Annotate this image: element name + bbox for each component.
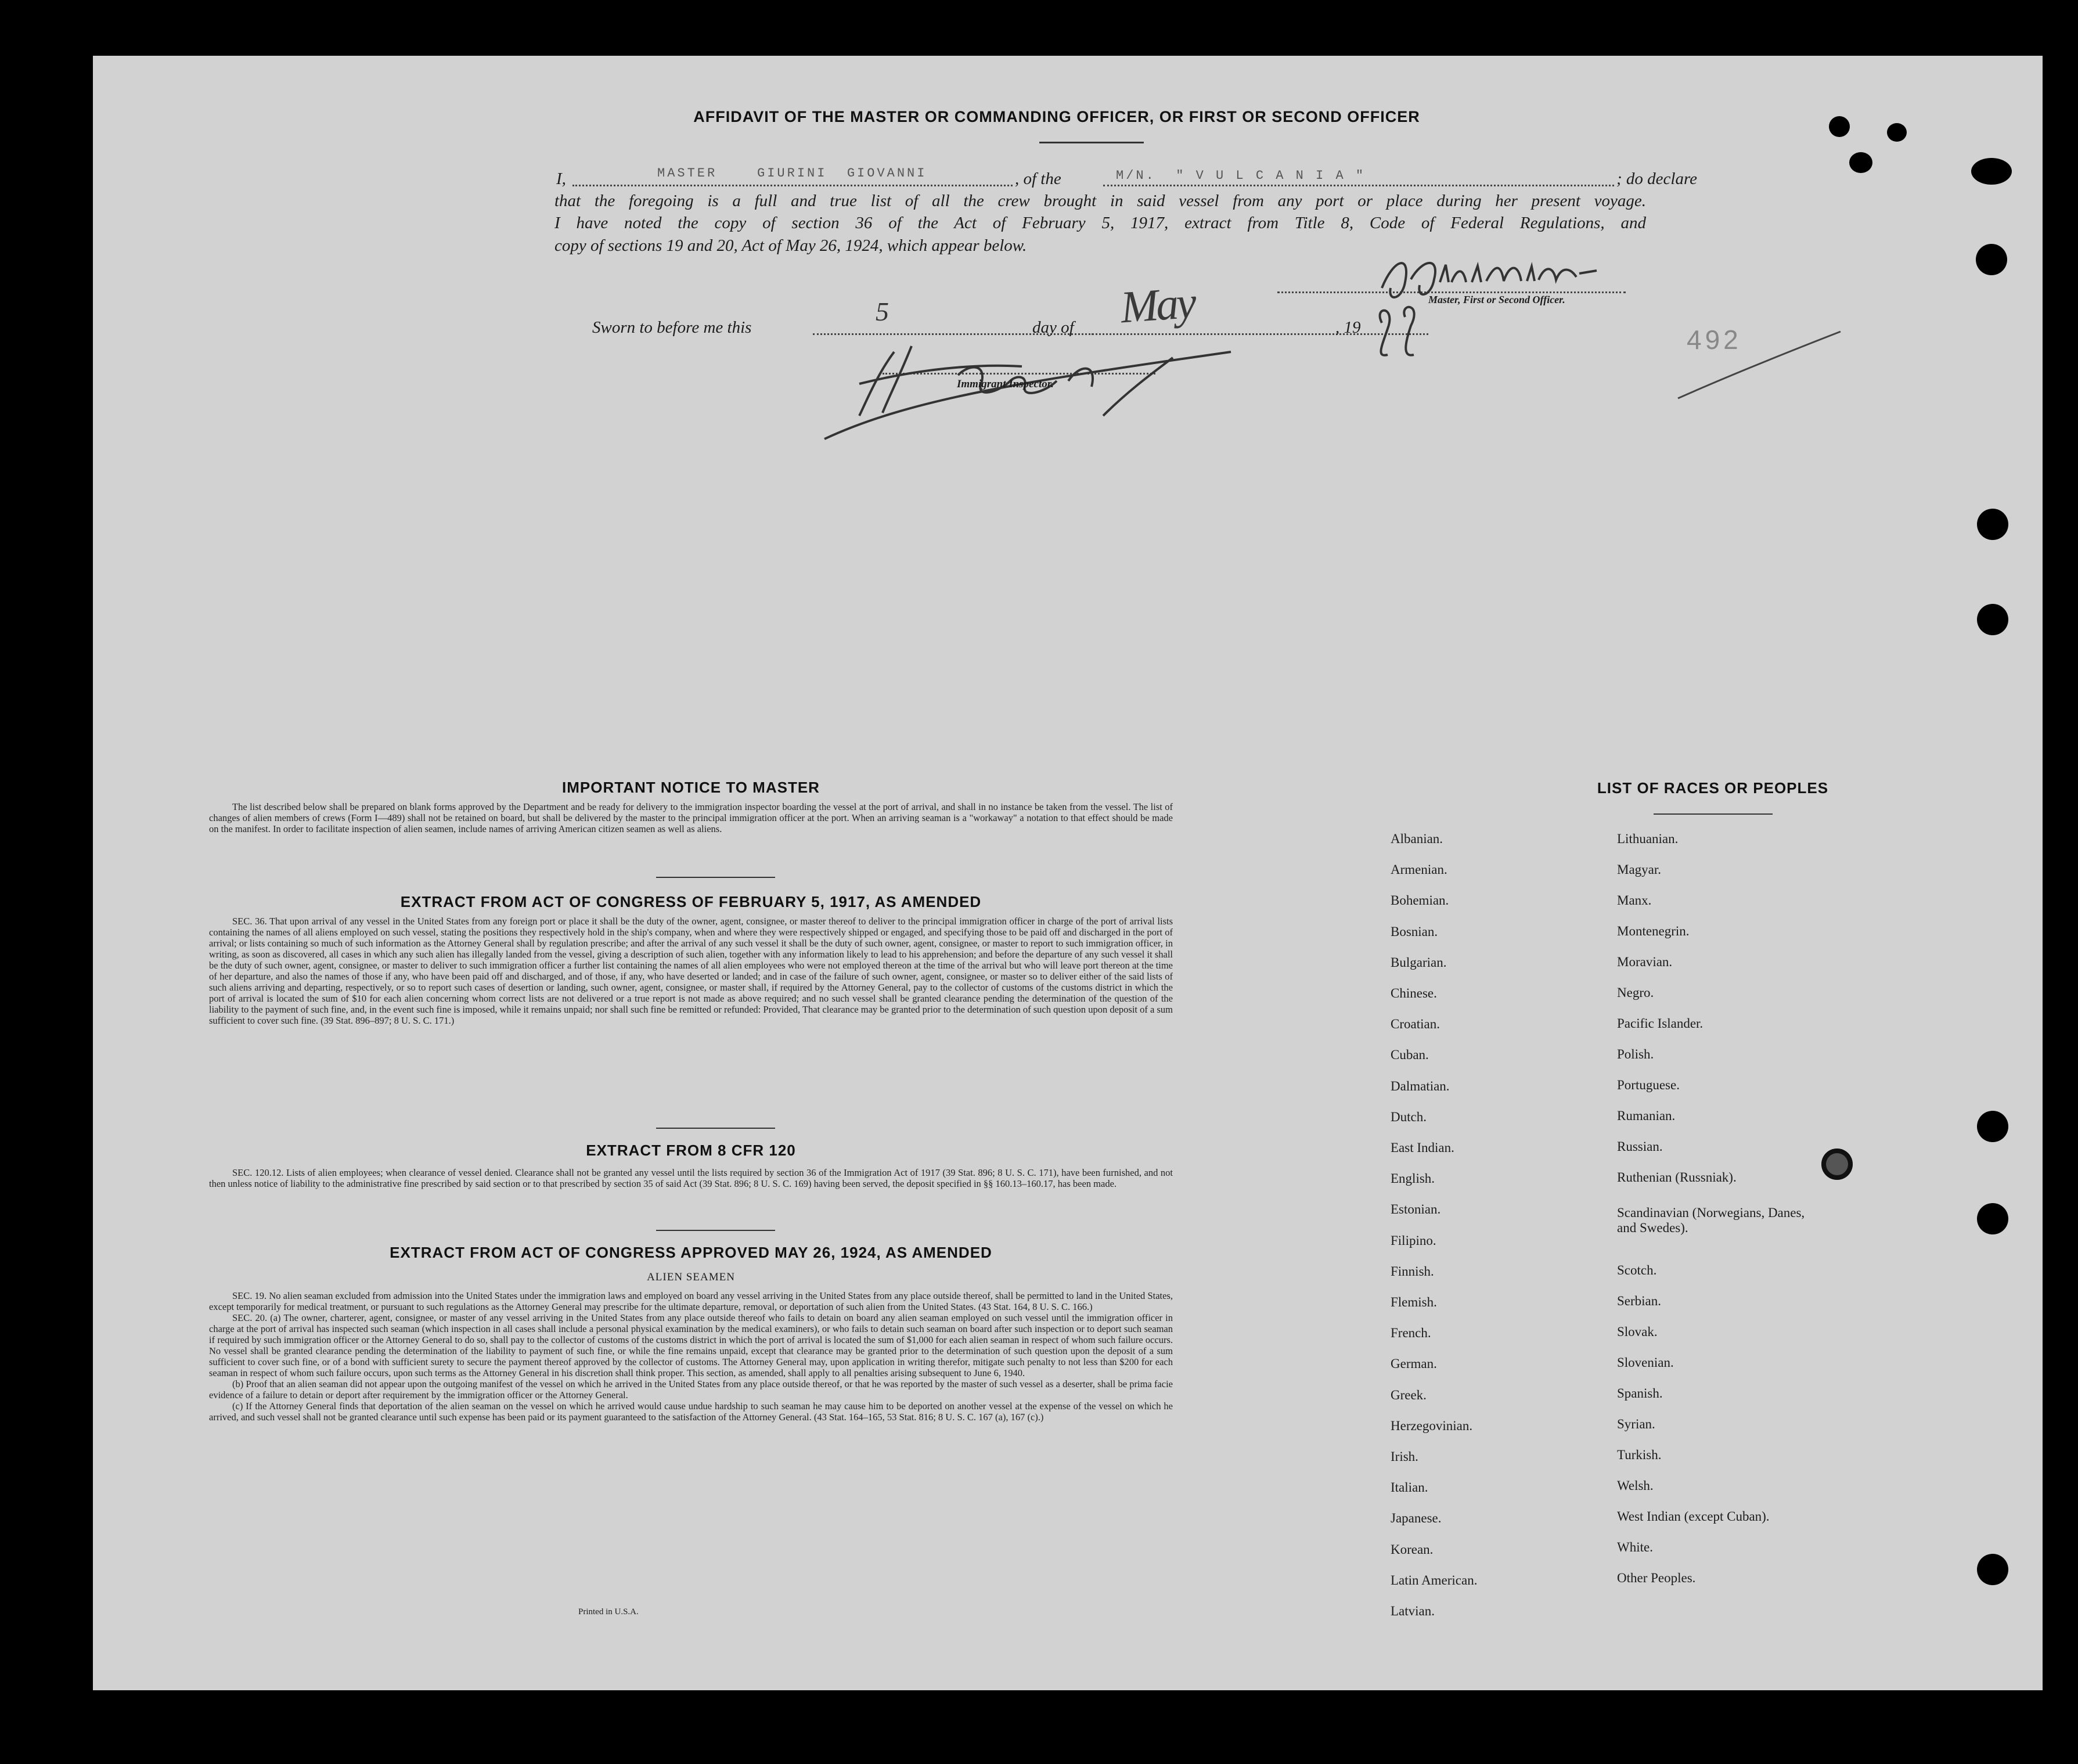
race-item: Italian. xyxy=(1391,1480,1428,1495)
punch-hole xyxy=(1977,604,2008,635)
notice-title: IMPORTANT NOTICE TO MASTER xyxy=(562,779,820,796)
extract-1924-paragraph: SEC. 19. No alien seaman excluded from admission into the United States under the immigration laws and employed on board any vessel arriving in the United States from any place outside thereof, shall be permitted to land in the United States, except temporarily for medical treatment, or pursuant to such regulations as the Attorney General may prescribe for the ultimate departure, removal, or deportation of such alien from the United States. (43 Stat. 164, 8 U. S. C. 166.) xyxy=(209,1290,1173,1312)
affidavit-line-3: I have noted the copy of section 36 of the Act of February 5, 1917, extract from Title 8, Code of Federal Regulations, and xyxy=(554,214,1646,232)
race-item: Herzegovinian. xyxy=(1391,1418,1473,1433)
printed-in-usa: Printed in U.S.A. xyxy=(578,1607,639,1617)
race-item: Dalmatian. xyxy=(1391,1078,1450,1093)
race-item: Russian. xyxy=(1617,1139,1663,1154)
punch-hole xyxy=(1977,1554,2008,1585)
punch-hole xyxy=(1829,116,1850,137)
affidavit-i-label: I, xyxy=(556,170,566,188)
race-item: Slovak. xyxy=(1617,1324,1658,1339)
race-item: West Indian (except Cuban). xyxy=(1617,1509,1770,1524)
punch-hole xyxy=(1971,158,2012,185)
vessel-field: M/N. " V U L C A N I A " xyxy=(1116,168,1366,183)
extract-1924-paragraph: (c) If the Attorney General finds that deportation of the alien seaman on the vessel on which he arrived would cause undue hardship to such seaman he may cause him to be deported on another vessel at the expense of the vessel on which he arrived, and such vessel shall not be granted clearance until such expense has been paid or its payment guaranteed to the satisfaction of the Attorney General. (43 Stat. 164–165, 53 Stat. 816; 8 U. S. C. 167 (a), 167 (c).) xyxy=(209,1401,1173,1423)
extract-1917-text xyxy=(209,916,1173,1026)
punch-hole xyxy=(1977,1111,2008,1142)
race-item: English. xyxy=(1391,1171,1435,1186)
vessel-line xyxy=(1103,185,1614,186)
race-item: Albanian. xyxy=(1391,831,1443,846)
year-handwriting xyxy=(1370,300,1440,363)
extract-1917-paragraph: SEC. 36. That upon arrival of any vessel in the United States from any foreign port or place it shall be the duty of the owner, agent, consignee, or master thereof to deliver to the principal immigration officer in charge of the port of arrival lists containing the names of all aliens employed on such vessel, stating the positions they respectively hold in the ship's company, when and where they were respectively shipped or engaged, and specifying those to be paid off and discharged in the port of arrival; or lists containing so much of such information as the Attorney General shall by regulation prescribe; and after the arrival of any such vessel it shall be the duty of such owner, agent, consignee, or master to report to such immigration officer, in writing, as soon as discovered, all cases in which any such alien has illegally landed from the vessel, giving a description of such alien, together with any information likely to lead to his apprehension; and before the departure of any such vessel it shall be the duty of such owner, agent, consignee, or master to deliver to such immigration officer a further list containing the names of all alien employees who were not employed thereon at the time of the arrival but who will leave port thereon at the time of her departure, and also the names of those if any, who have been paid off and discharged, and of those, if any, who have deserted or landed; and in case of the failure of such owner, agent, consignee, or master so to deliver either of the said lists of such aliens arriving and departing, respectively, or so to report such cases of desertion or landing, such owner, agent, consignee, or master shall, if required by the Attorney General, pay to the collector of customs of the customs district in which the port of arrival is located the sum of $10 for each alien concerning whom correct lists are not delivered or a true report is not made as above required; and no such vessel shall be granted clearance pending the determination of the question of the liability to the payment of such fine, and, in the event such fine is imposed, while it remains unpaid; nor shall such fine be remitted or refunded: Provided, That clearance may be granted prior to the determination of such question upon deposit of a sum sufficient to cover such fine. (39 Stat. 896–897; 8 U. S. C. 171.) xyxy=(209,916,1173,1026)
extract-cfr-paragraph: SEC. 120.12. Lists of alien employees; when clearance of vessel denied. Clearance shall not be granted any vessel until the lists required by section 36 of the Immigration Act of 1917 (39 Stat. 896; 8 U. S. C. 171), have been furnished, and not then unless notice of liability to the administrative fine prescribed by said section or to that prescribed by section 35 of said Act (39 Stat. 896; 8 U. S. C. 169) having been served, the deposit specified in §§ 160.13–160.17, has been made. xyxy=(209,1167,1173,1189)
race-item: German. xyxy=(1391,1356,1437,1371)
races-title: LIST OF RACES OR PEOPLES xyxy=(1597,779,1829,797)
race-item: Moravian. xyxy=(1617,955,1673,969)
race-item: Serbian. xyxy=(1617,1294,1662,1308)
punch-hole xyxy=(1887,123,1907,142)
punch-hole xyxy=(1849,152,1872,173)
race-item: Pacific Islander. xyxy=(1617,1016,1704,1031)
do-declare-label: ; do declare xyxy=(1616,170,1698,188)
notice-paragraph: The list described below shall be prepared on blank forms approved by the Department and be ready for delivery to the immigration inspector boarding the vessel at the port of arrival, and shall in no instance be taken from the vessel. The list of changes of alien members of crews (Form I—489) shall not be retained on board, but shall be delivered by the master to the principal immigration officer at the port. When an arriving seaman is a "workaway" a notation to that effect should be made on the manifest. In order to facilitate inspection of alien seamen, include names of arriving American citizen seamen as well as aliens. xyxy=(209,801,1173,834)
affidavit-line-4: copy of sections 19 and 20, Act of May 26, 1924, which appear below. xyxy=(554,236,1027,255)
extract-1924-title: EXTRACT FROM ACT OF CONGRESS APPROVED MAY 26, 1924, AS AMENDED xyxy=(390,1244,992,1261)
extract-1917-rule xyxy=(656,1128,775,1129)
race-item: Rumanian. xyxy=(1617,1108,1676,1123)
race-item: Croatian. xyxy=(1391,1017,1440,1032)
affidavit-line-2: that the foregoing is a full and true list of all the crew brought in said vessel from any port or place during her present voyage. xyxy=(554,192,1646,210)
race-item: Turkish. xyxy=(1617,1448,1662,1462)
race-item: Irish. xyxy=(1391,1449,1418,1464)
extract-cfr-rule xyxy=(656,1230,775,1231)
race-item: Bosnian. xyxy=(1391,924,1438,939)
punch-hole xyxy=(1977,509,2008,540)
notice-text xyxy=(209,801,1173,834)
race-item: Scandinavian (Norwegians, Danes, and Swedes). xyxy=(1617,1205,1805,1235)
race-item: Slovenian. xyxy=(1617,1355,1674,1370)
of-the-label: , of the xyxy=(1015,170,1061,188)
race-item: Magyar. xyxy=(1617,862,1662,877)
affidavit-title: AFFIDAVIT OF THE MASTER OR COMMANDING OFFICER, OR FIRST OR SECOND OFFICER xyxy=(693,108,1420,125)
race-item: Lithuanian. xyxy=(1617,831,1679,846)
punch-hole xyxy=(1821,1149,1853,1180)
race-item: Bohemian. xyxy=(1391,893,1449,908)
race-item: Ruthenian (Russniak). xyxy=(1617,1170,1737,1185)
race-item: Montenegrin. xyxy=(1617,924,1690,938)
extract-1924-text xyxy=(209,1290,1173,1423)
race-item: Other Peoples. xyxy=(1617,1571,1696,1585)
race-item: Scotch. xyxy=(1617,1263,1657,1277)
race-item: Cuban. xyxy=(1391,1047,1429,1063)
extract-cfr-title: EXTRACT FROM 8 CFR 120 xyxy=(586,1142,796,1159)
race-item: Armenian. xyxy=(1391,862,1447,877)
extract-1924-subtitle: ALIEN SEAMEN xyxy=(647,1271,735,1283)
extract-1917-title: EXTRACT FROM ACT OF CONGRESS OF FEBRUARY 5, 1917, AS AMENDED xyxy=(400,893,982,910)
punch-hole xyxy=(1976,244,2007,275)
race-item: Greek. xyxy=(1391,1387,1427,1402)
punch-hole xyxy=(1977,1203,2008,1234)
races-rule xyxy=(1654,813,1773,815)
master-name-line xyxy=(572,185,1013,186)
inspector-caption: Immigrant Inspector. xyxy=(957,378,1054,390)
race-item: Welsh. xyxy=(1617,1478,1654,1493)
margin-number: 492 xyxy=(1687,325,1742,355)
sworn-label: Sworn to before me this xyxy=(592,318,752,337)
race-item: Manx. xyxy=(1617,893,1652,908)
race-item: Latin American. xyxy=(1391,1572,1478,1587)
race-item: Japanese. xyxy=(1391,1511,1442,1526)
month-value: May xyxy=(1119,276,1196,333)
year-prefix: , 19 xyxy=(1335,318,1361,337)
extract-1924-paragraph: SEC. 20. (a) The owner, charterer, agent, consignee, or master of any vessel arriving in the United States from any place outside thereof who fails to detain on board any alien seaman employed on such vessel until the immigration officer in charge at the port of arrival has inspected such seaman (which inspection in all cases shall include a personal physical examination by the medical examiners), or who fails to detain such seaman on board after such inspection or to deport such seaman if required by such immigration officer or the Attorney General to do so, shall pay to the collector of customs of the customs district in which the port of arrival is located the sum of $1,000 for each alien seaman in respect of whom such failure occurs. No vessel shall be granted clearance pending the determination of the liability to payment of such fine, or while the fine remains unpaid, except that clearance may be granted prior to the determination of such question upon the deposit of a sum sufficient to cover such fine, or of a bond with sufficient surety to secure the payment thereof approved by the collector of customs. The Attorney General may, upon application in writing therefor, mitigate such penalty to not less than $200 for each seaman in respect of whom such failure occurs, upon such terms as the Attorney General in his discretion shall think proper. This section, as amended, shall apply to all penalties arising subsequent to June 6, 1940. xyxy=(209,1312,1173,1378)
race-item: Finnish. xyxy=(1391,1263,1434,1279)
notice-rule xyxy=(656,877,775,878)
margin-stroke xyxy=(1672,329,1846,410)
extract-cfr-text xyxy=(209,1167,1173,1189)
race-item: Estonian. xyxy=(1391,1202,1441,1217)
race-item: Latvian. xyxy=(1391,1604,1435,1618)
race-item: East Indian. xyxy=(1391,1140,1454,1155)
race-item: White. xyxy=(1617,1540,1653,1554)
race-item: French. xyxy=(1391,1326,1431,1341)
signer-caption: Master, First or Second Officer. xyxy=(1428,294,1565,305)
race-item: Dutch. xyxy=(1391,1109,1427,1124)
race-item: Spanish. xyxy=(1617,1386,1663,1401)
race-item: Portuguese. xyxy=(1617,1078,1680,1092)
extract-1924-paragraph: (b) Proof that an alien seaman did not appear upon the outgoing manifest of the vessel on which he arrived in the United States from any place outside thereof, or that he was reported by the master of such vessel as a deserter, shall be prima facie evidence of a failure to detain or deport after requirement by the immigration officer or the Attorney General. xyxy=(209,1378,1173,1401)
day-value: 5 xyxy=(876,297,889,326)
race-item: Polish. xyxy=(1617,1047,1654,1061)
race-item: Chinese. xyxy=(1391,986,1437,1000)
race-item: Syrian. xyxy=(1617,1417,1655,1431)
master-name-field: MASTER GIURINI GIOVANNI xyxy=(657,166,927,181)
race-item: Korean. xyxy=(1391,1542,1434,1557)
race-item: Negro. xyxy=(1617,985,1654,1000)
title-rule xyxy=(1039,142,1144,143)
document-page xyxy=(93,56,2043,1690)
day-of-label: day of xyxy=(1032,318,1074,337)
race-item: Filipino. xyxy=(1391,1233,1436,1248)
race-item: Bulgarian. xyxy=(1391,955,1447,970)
race-item: Flemish. xyxy=(1391,1295,1437,1309)
